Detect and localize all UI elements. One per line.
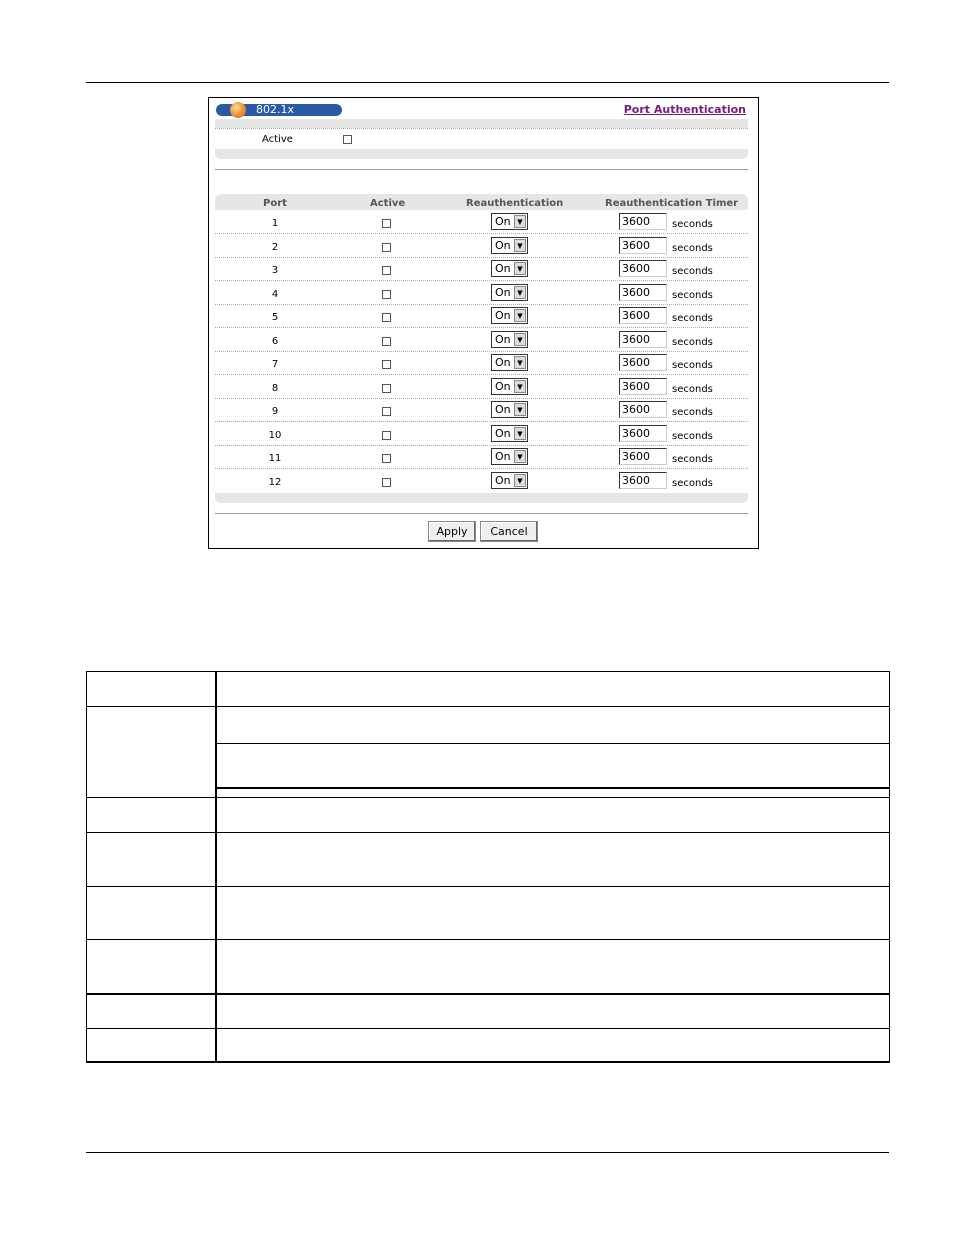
- reauthentication-timer-input[interactable]: 3600: [619, 260, 667, 277]
- chevron-down-icon[interactable]: ▼: [514, 286, 526, 299]
- chevron-down-icon[interactable]: ▼: [514, 450, 526, 463]
- port-table-header: [215, 194, 748, 210]
- global-active-checkbox[interactable]: [343, 135, 352, 144]
- reauthentication-select[interactable]: [491, 354, 528, 371]
- reauthentication-timer-input[interactable]: 3600: [619, 448, 667, 465]
- port-active-checkbox[interactable]: [382, 360, 391, 369]
- reauthentication-select[interactable]: [491, 472, 528, 489]
- table-row: [215, 398, 748, 421]
- port-active-checkbox[interactable]: [382, 384, 391, 393]
- table-row: [215, 257, 748, 280]
- orb-icon: [230, 102, 246, 118]
- reauthentication-timer-input[interactable]: 3600: [619, 425, 667, 442]
- table-row-divider: [87, 797, 889, 798]
- port-active-checkbox[interactable]: [382, 431, 391, 440]
- description-table: [86, 671, 890, 1063]
- table-row-divider: [87, 706, 889, 707]
- table-row-divider: [87, 939, 889, 940]
- port-active-checkbox[interactable]: [382, 478, 391, 487]
- header-reauthentication: Reauthentication: [466, 198, 564, 209]
- port-number: 10: [268, 429, 282, 441]
- port-authentication-link[interactable]: Port Authentication: [623, 103, 746, 116]
- table-row: [215, 281, 748, 304]
- table-row-divider: [87, 886, 889, 887]
- reauthentication-value: On: [495, 238, 511, 252]
- reauthentication-timer-input[interactable]: 3600: [619, 213, 667, 230]
- port-number: 7: [271, 359, 279, 370]
- reauthentication-timer-input[interactable]: 3600: [619, 378, 667, 395]
- page-top-rule: [86, 82, 889, 83]
- reauthentication-value: On: [495, 285, 511, 299]
- table-row: [215, 351, 748, 374]
- reauthentication-value: On: [495, 356, 511, 369]
- reauthentication-select[interactable]: [491, 378, 528, 395]
- port-active-checkbox[interactable]: [382, 454, 391, 463]
- reauthentication-select[interactable]: [491, 213, 528, 230]
- section-separator: [215, 169, 748, 170]
- reauthentication-select[interactable]: [491, 425, 528, 442]
- timer-unit-label: seconds: [672, 407, 713, 418]
- panel-title: 802.1x: [256, 103, 295, 116]
- page-bottom-rule: [86, 1152, 889, 1153]
- reauthentication-select[interactable]: [491, 260, 528, 277]
- reauthentication-value: On: [495, 215, 511, 228]
- timer-unit-label: seconds: [672, 266, 713, 277]
- reauthentication-select[interactable]: [491, 284, 528, 301]
- reauthentication-timer-input[interactable]: 3600: [619, 331, 667, 348]
- table-row-divider: [217, 787, 889, 789]
- port-number: 9: [271, 406, 279, 417]
- reauthentication-select[interactable]: [491, 448, 528, 465]
- port-number: 3: [271, 265, 279, 276]
- cancel-button[interactable]: Cancel: [480, 521, 538, 542]
- chevron-down-icon[interactable]: ▼: [514, 403, 526, 416]
- port-number: 6: [271, 335, 279, 347]
- port-active-checkbox[interactable]: [382, 290, 391, 299]
- reauthentication-value: On: [495, 332, 511, 346]
- reauthentication-value: On: [495, 403, 511, 416]
- divider: [215, 128, 748, 129]
- chevron-down-icon[interactable]: ▼: [514, 333, 526, 346]
- reauthentication-timer-input[interactable]: 3600: [619, 237, 667, 254]
- port-active-checkbox[interactable]: [382, 266, 391, 275]
- timer-unit-label: seconds: [672, 289, 713, 301]
- reauthentication-value: On: [495, 473, 511, 487]
- timer-unit-label: seconds: [672, 477, 713, 489]
- port-table-footer: [215, 493, 748, 503]
- reauthentication-select[interactable]: [491, 331, 528, 348]
- table-row: [215, 234, 748, 257]
- port-active-checkbox[interactable]: [382, 243, 391, 252]
- chevron-down-icon[interactable]: ▼: [514, 262, 526, 275]
- header-active: Active: [370, 198, 406, 209]
- header-reauthentication-timer: Reauthentication Timer: [605, 198, 739, 209]
- timer-unit-label: seconds: [672, 454, 713, 465]
- table-row: [215, 304, 748, 327]
- global-active-label: Active: [262, 134, 293, 145]
- reauthentication-select[interactable]: [491, 307, 528, 324]
- table-row-divider: [87, 1028, 889, 1029]
- port-number: 1: [271, 218, 279, 229]
- active-section-top: [215, 119, 748, 128]
- timer-unit-label: seconds: [672, 313, 713, 324]
- reauthentication-value: On: [495, 262, 511, 275]
- reauthentication-value: On: [495, 309, 511, 322]
- timer-unit-label: seconds: [672, 242, 713, 254]
- panel-title-tab: [216, 104, 342, 116]
- table-row: [215, 328, 748, 351]
- reauthentication-value: On: [495, 450, 511, 463]
- reauthentication-value: On: [495, 379, 511, 393]
- port-number: 11: [268, 453, 282, 464]
- header-port: Port: [263, 198, 287, 209]
- reauthentication-value: On: [495, 426, 511, 440]
- timer-unit-label: seconds: [672, 360, 713, 371]
- port-number: 4: [271, 288, 279, 300]
- port-number: 8: [271, 382, 279, 394]
- chevron-down-icon[interactable]: ▼: [514, 215, 526, 228]
- port-active-checkbox[interactable]: [382, 337, 391, 346]
- chevron-down-icon[interactable]: ▼: [514, 239, 526, 252]
- timer-unit-label: seconds: [672, 336, 713, 348]
- port-number: 5: [271, 312, 279, 323]
- table-row: [215, 422, 748, 445]
- table-row-divider: [87, 993, 889, 995]
- port-active-checkbox[interactable]: [382, 313, 391, 322]
- port-number: 12: [268, 476, 282, 488]
- reauthentication-timer-input[interactable]: 3600: [619, 401, 667, 418]
- timer-unit-label: seconds: [672, 383, 713, 395]
- timer-unit-label: seconds: [672, 430, 713, 442]
- table-row: [215, 210, 748, 233]
- reauthentication-timer-input[interactable]: 3600: [619, 354, 667, 371]
- reauthentication-select[interactable]: [491, 401, 528, 418]
- chevron-down-icon[interactable]: ▼: [514, 380, 526, 393]
- reauthentication-select[interactable]: [491, 237, 528, 254]
- button-separator: [215, 513, 748, 514]
- port-authentication-panel: [208, 97, 759, 549]
- chevron-down-icon[interactable]: ▼: [514, 356, 526, 369]
- port-active-checkbox[interactable]: [382, 219, 391, 228]
- active-section-bottom: [215, 149, 748, 159]
- table-row: [215, 375, 748, 398]
- table-row: [215, 445, 748, 468]
- reauthentication-timer-input[interactable]: 3600: [619, 472, 667, 489]
- chevron-down-icon[interactable]: ▼: [514, 474, 526, 487]
- table-column-divider: [215, 672, 217, 1061]
- chevron-down-icon[interactable]: ▼: [514, 427, 526, 440]
- chevron-down-icon[interactable]: ▼: [514, 309, 526, 322]
- port-number: 2: [271, 241, 279, 253]
- apply-button[interactable]: Apply: [428, 521, 476, 542]
- reauthentication-timer-input[interactable]: 3600: [619, 307, 667, 324]
- table-row-divider: [217, 743, 889, 744]
- table-row-divider: [87, 832, 889, 833]
- reauthentication-timer-input[interactable]: 3600: [619, 284, 667, 301]
- table-row: [215, 469, 748, 492]
- port-active-checkbox[interactable]: [382, 407, 391, 416]
- timer-unit-label: seconds: [672, 219, 713, 230]
